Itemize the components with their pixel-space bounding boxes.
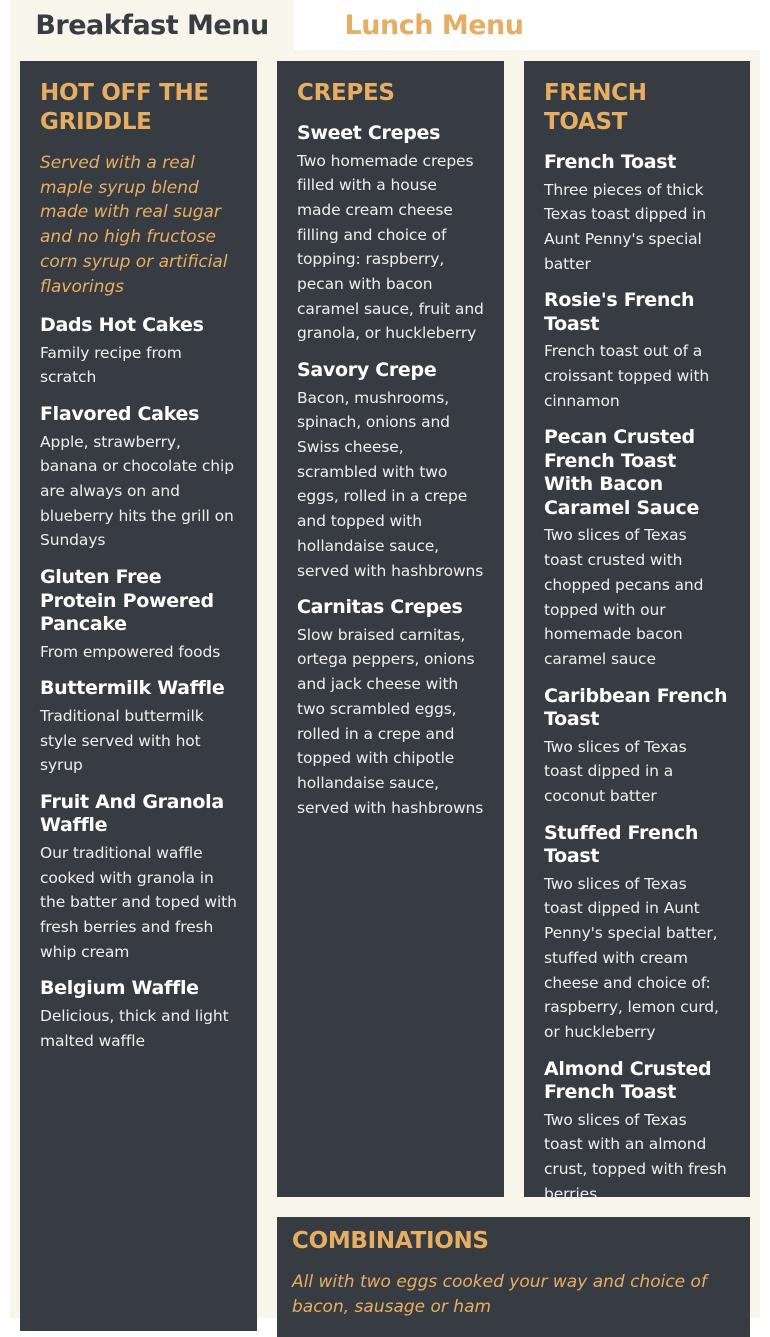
menu-item-description: Two slices of Texas toast dipped in Aunt Penny's special batter, stuffed with cream cheese and choice of: raspberry, lemon curd, or huckleberry (544, 874, 719, 1041)
menu-item-description: Delicious, thick and light malted waffle (40, 1006, 229, 1050)
menu-item (40, 791, 237, 965)
section-combinations (277, 1217, 750, 1337)
menu-item (40, 977, 237, 1053)
section-crepes (277, 61, 504, 1197)
menu-item-name: Stuffed French Toast (544, 821, 699, 868)
menu-item-description: Two slices of Texas toast dipped in a coconut batter (544, 737, 687, 806)
menu-item (297, 122, 484, 346)
menu-item-description: French toast out of a croissant topped with cinnamon (544, 342, 710, 410)
menu-item (40, 677, 237, 778)
menu-item-description: Apple, strawberry, banana or chocolate chip are always on and blueberry hits the grill on Sundays (40, 432, 234, 550)
section-title: COMBINATIONS (292, 1228, 489, 1254)
menu-item-name: Flavored Cakes (40, 403, 200, 426)
menu-item-name: Rosie's French Toast (544, 289, 695, 335)
section-description: All with two eggs cooked your way and choice of bacon, sausage or ham (292, 1272, 707, 1317)
menu-item-description: Bacon, mushrooms, spinach, onions and Swiss cheese, scrambled with two eggs, rolled in a crepe and topped with hollandaise sauce, served with hashbrowns (297, 388, 484, 580)
menu-item (544, 426, 730, 671)
menu-item-description: Slow braised carnitas, ortega peppers, onions and jack cheese with two scrambled eggs, rolled in a crepe and topped with chipotle hollandaise sauce, served with hashbrowns (297, 625, 484, 817)
menu-item (544, 1058, 730, 1207)
menu-item (297, 359, 484, 583)
menu-item (40, 403, 237, 553)
menu-item-name: Carnitas Crepes (297, 596, 463, 619)
menu-item-description: Two slices of Texas toast with an almond crust, topped with fresh berries (544, 1110, 727, 1203)
menu-item-name: Almond Crusted French Toast (544, 1057, 712, 1104)
section-french-toast (524, 61, 750, 1203)
menu-item-description: Our traditional waffle cooked with granola in the batter and toped with fresh berries and fresh whip cream (40, 843, 237, 961)
menu-item-name: Gluten Free Protein Powered Pancake (40, 566, 214, 636)
section-description: Served with a real maple syrup blend made with real sugar and no high fructose corn syrup or artificial flavorings (40, 153, 228, 297)
menu-item (297, 596, 484, 820)
menu-item-description: Family recipe from scratch (40, 343, 182, 387)
menu-item (544, 289, 730, 413)
menu-item-description: Three pieces of thick Texas toast dipped in Aunt Penny's special batter (544, 180, 707, 273)
menu-item-name: Belgium Waffle (40, 977, 199, 1000)
tab-lunch-menu[interactable]: Lunch Menu (294, 0, 574, 50)
section-hot-off-the-griddle (20, 61, 257, 1331)
menu-item-name: Buttermilk Waffle (40, 677, 225, 700)
menu-item-name: Savory Crepe (297, 359, 437, 382)
menu-item-name: Caribbean French Toast (544, 684, 728, 731)
section-title: FRENCH TOAST (544, 80, 647, 135)
menu-item (40, 314, 237, 390)
menu-item-name: Sweet Crepes (297, 122, 441, 144)
tab-bar-filler (574, 0, 760, 50)
menu-item (544, 151, 730, 276)
menu-item-description: From empowered foods (40, 642, 221, 661)
tab-breakfast-menu[interactable]: Breakfast Menu (10, 0, 294, 50)
menu-item (544, 822, 730, 1045)
menu-item (544, 685, 730, 809)
menu-item-name: Pecan Crusted French Toast With Bacon Caramel Sauce (544, 426, 700, 519)
menu-item-description: Traditional buttermilk style served with hot syrup (40, 706, 204, 775)
menu-item-description: Two homemade crepes filled with a house made cream cheese filling and choice of topping: raspberry, pecan with bacon caramel sauce, fruit and granola, or huckleberry (297, 151, 484, 343)
menu-item-name: French Toast (544, 151, 677, 173)
menu-item-description: Two slices of Texas toast crusted with chopped pecans and topped with our homemade bacon caramel sauce (544, 526, 704, 668)
menu-item (40, 566, 237, 664)
menu-item-name: Dads Hot Cakes (40, 314, 204, 337)
section-title: CREPES (297, 80, 395, 106)
menu-item-name: Fruit And Granola Waffle (40, 790, 224, 837)
section-title: HOT OFF THE GRIDDLE (40, 80, 209, 135)
